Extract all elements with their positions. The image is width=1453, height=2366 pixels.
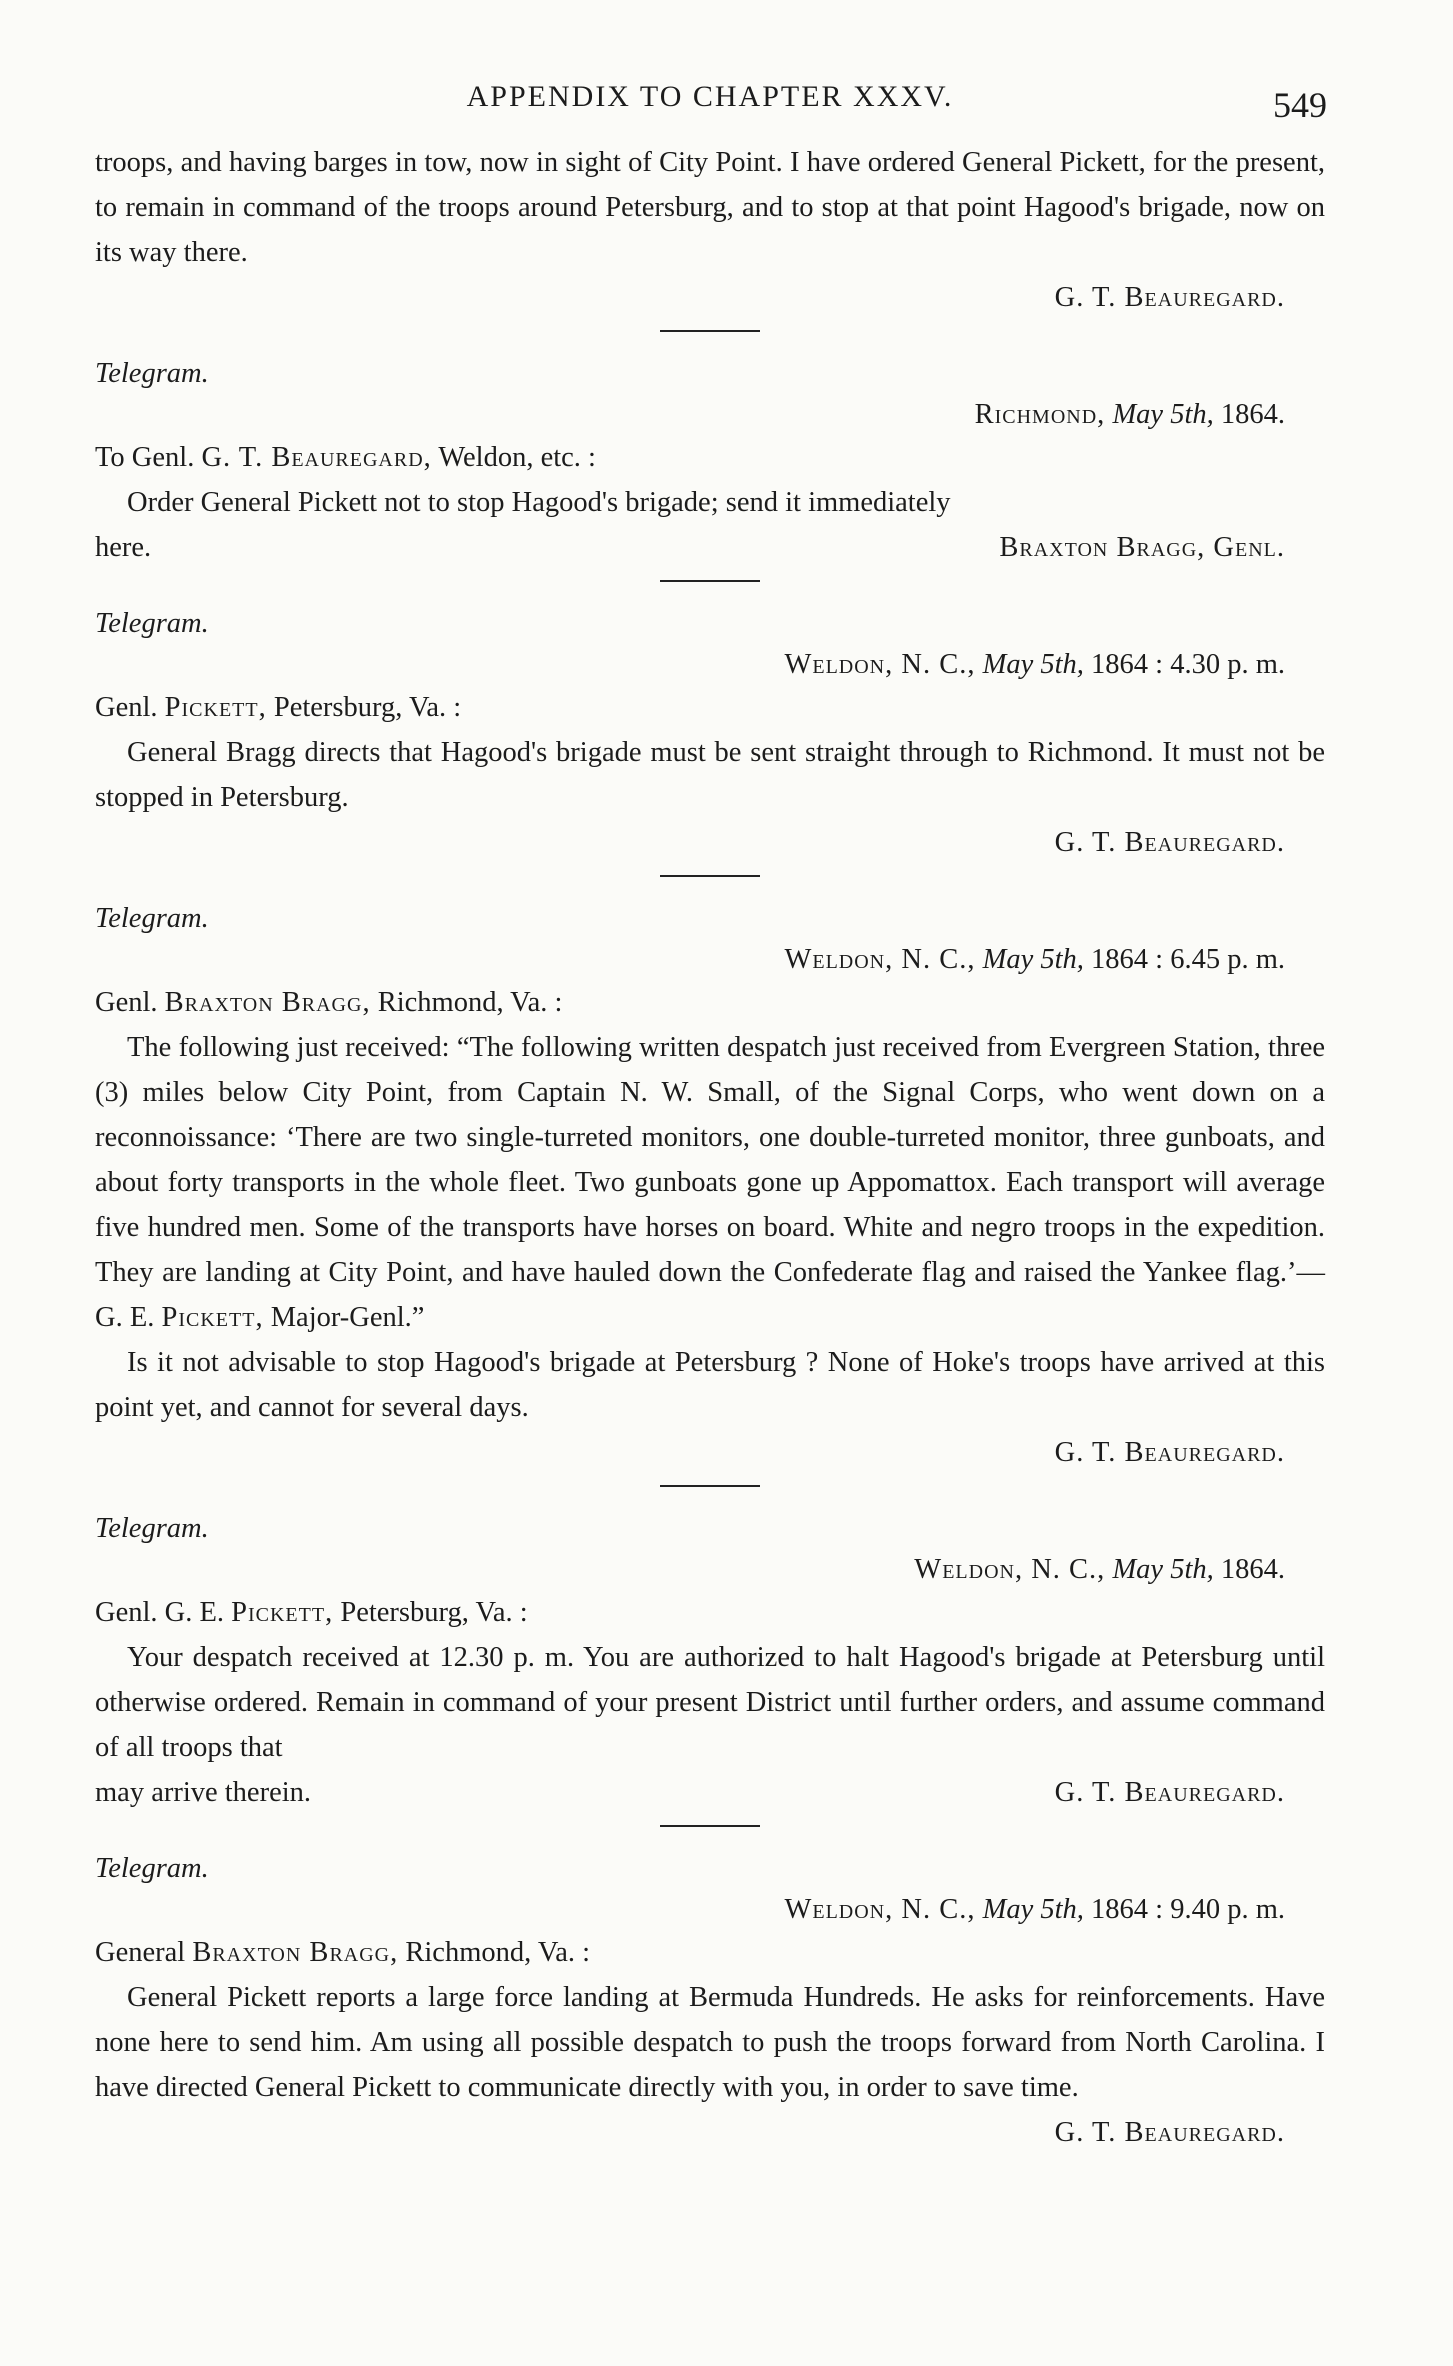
quoted-despatch: The following just received: “The following written despatch just received from Evergreen Station, three (3) miles below City Point, from Captain N. W. Small, of the Signal Corps, who went down on a reconnoissance: ‘There are two single-turreted monitors, one double-turreted monitor, three gunboats, and about forty transports in the whole fleet. Two gunboats gone up Appomattox. Each transport will average five hundred men. Some of the transports have horses on board. White and negro troops in the expedition. They are landing at City Point, and have hauled down the Confederate flag and raised the Yankee flag.’—G. E. [95, 1032, 1325, 1333]
dateline-date: May 5th, [982, 649, 1084, 680]
addressee-prefix: Genl. [95, 692, 165, 723]
running-head [95, 80, 1325, 140]
addressee-name: Braxton Bragg, [164, 987, 371, 1018]
telegram-body: Your despatch received at 12.30 p. m. You are authorized to halt Hagood's brigade at Petersburg until otherwise ordered. Remain in command of your present District until further orders, and assume command of all troops that [95, 1642, 1325, 1763]
telegram-body: General Pickett reports a large force landing at Bermuda Hundreds. He asks for reinforcements. Have none here to send him. Am using all possible despatch to push the troops forward from North Carolina. I have directed General Pickett to communicate directly with you, in order to save time. [95, 1982, 1325, 2103]
addressee-prefix: Genl. [95, 987, 165, 1018]
intro-block [95, 140, 1325, 320]
telegram-signature: G. T. Beauregard. [1054, 1437, 1285, 1468]
addressee [95, 981, 1325, 1025]
intro-text: troops, and having barges in tow, now in sight of City Point. I have ordered General Pickett, for the present, to remain in command of the troops around Petersburg, and to stop at that point Hagood's brigade, now on its way there. [95, 147, 1325, 268]
addressee-name: G. T. Beauregard, [201, 442, 432, 473]
dateline-time: 1864 : 6.45 p. m. [1091, 944, 1285, 975]
telegram-body [95, 1025, 1325, 1340]
telegram-body: Order General Pickett not to stop Hagood's brigade; send it immediately [127, 487, 951, 518]
telegram-3 [95, 899, 1325, 1475]
telegram-signature: G. T. Beauregard. [1054, 827, 1285, 858]
dateline [95, 1549, 1325, 1591]
dateline-time: 1864 : 9.40 p. m. [1091, 1894, 1285, 1925]
dateline [95, 394, 1325, 436]
dateline-place: Weldon, N. C., [784, 649, 976, 680]
telegram-signature: G. T. Beauregard. [1054, 2117, 1285, 2148]
dateline-date: May 5th, [1112, 1554, 1214, 1585]
addressee [95, 1591, 1325, 1635]
addressee-rest: Weldon, etc. : [431, 442, 596, 473]
telegram-5 [95, 1849, 1325, 2155]
dateline-date: May 5th, [982, 944, 1084, 975]
telegram-2 [95, 604, 1325, 865]
addressee-prefix: General [95, 1937, 193, 1968]
addressee-rest: Petersburg, Va. : [333, 1597, 528, 1628]
addressee-name: Pickett, [164, 692, 267, 723]
dateline-place: Weldon, N. C., [784, 944, 976, 975]
telegram-signature: G. T. Beauregard. [1054, 1777, 1285, 1808]
body-sign-line [95, 1770, 1325, 1815]
addressee-rest: Richmond, Va. : [398, 1937, 591, 1968]
dateline-place: Weldon, N. C., [784, 1894, 976, 1925]
telegram-body-end: may arrive therein. [95, 1777, 312, 1808]
dateline-time: 1864 : 4.30 p. m. [1091, 649, 1285, 680]
telegram-label: Telegram. [95, 903, 209, 934]
telegram-body-end: here. [95, 532, 152, 563]
section-divider [660, 1825, 760, 1827]
addressee-prefix: To Genl. [95, 442, 202, 473]
quoted-signer-rank: Major-Genl.” [263, 1302, 425, 1333]
addressee [95, 1931, 1325, 1975]
addressee-rest: Richmond, Va. : [370, 987, 563, 1018]
addressee [95, 436, 1325, 480]
dateline-year: 1864. [1220, 399, 1285, 430]
dateline [95, 644, 1325, 686]
quoted-signer: Pickett, [161, 1302, 264, 1333]
telegram-4 [95, 1509, 1325, 1815]
dateline-date: May 5th, [1112, 399, 1214, 430]
addressee-prefix: Genl. G. E. [95, 1597, 232, 1628]
section-divider [660, 1485, 760, 1487]
addressee [95, 686, 1325, 730]
running-head-title: APPENDIX TO CHAPTER XXXV. [466, 80, 954, 113]
section-divider [660, 330, 760, 332]
section-divider [660, 875, 760, 877]
dateline [95, 939, 1325, 981]
intro-signature: G. T. Beauregard. [1054, 282, 1285, 313]
addressee-name: Pickett, [231, 1597, 334, 1628]
telegram-signature: Braxton Bragg, Genl. [999, 532, 1285, 563]
dateline-year: 1864. [1220, 1554, 1285, 1585]
telegram-1 [95, 354, 1325, 570]
section-divider [660, 580, 760, 582]
telegram-body-question: Is it not advisable to stop Hagood's brigade at Petersburg ? None of Hoke's troops have arrived at this point yet, and cannot for several days. [95, 1347, 1325, 1423]
telegram-body: General Bragg directs that Hagood's brigade must be sent straight through to Richmond. It must not be stopped in Petersburg. [95, 737, 1325, 813]
dateline-date: May 5th, [982, 1894, 1084, 1925]
dateline-place: Weldon, N. C., [914, 1554, 1106, 1585]
telegram-label: Telegram. [95, 1513, 209, 1544]
body-sign-line [95, 525, 1325, 570]
telegram-label: Telegram. [95, 608, 209, 639]
dateline-place: Richmond, [974, 399, 1106, 430]
telegram-label: Telegram. [95, 358, 209, 389]
addressee-name: Braxton Bragg, [192, 1937, 399, 1968]
telegram-label: Telegram. [95, 1853, 209, 1884]
page [95, 80, 1325, 2155]
addressee-rest: Petersburg, Va. : [266, 692, 462, 723]
dateline [95, 1889, 1325, 1931]
page-number: 549 [1273, 85, 1327, 125]
